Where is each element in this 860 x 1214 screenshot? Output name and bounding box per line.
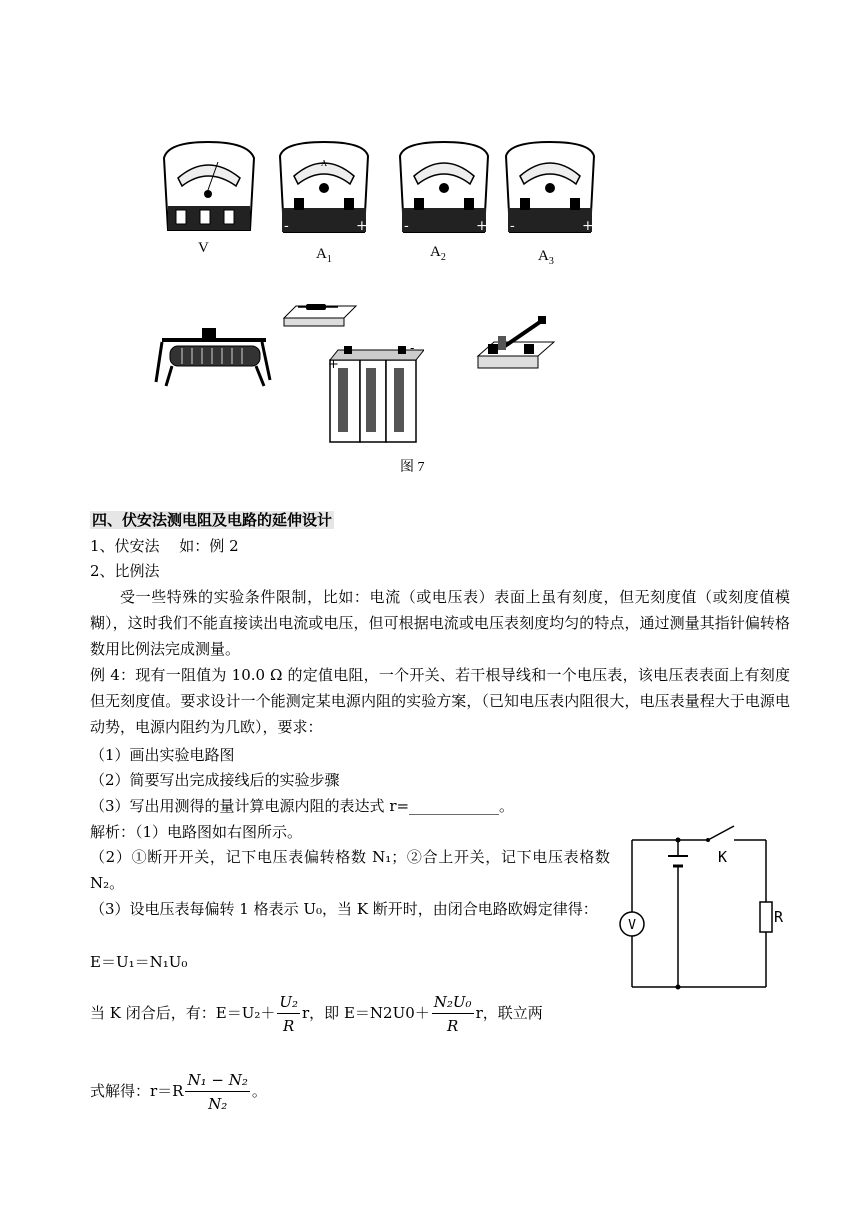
ammeter-a2-illustration [392,138,496,238]
equation-closed-switch: 当 K 闭合后，有：E＝U₂＋ $\frac{\text{U₂}}{R}$ r，即 E＝N2U0＋ $\frac{\text{N₂U₀}}{R}$ r，联立两 [90,992,543,1035]
voltmeter-symbol-label: V [628,918,636,933]
svg-text:+: + [476,218,488,234]
switch-label: K [718,848,728,866]
svg-text:-: - [404,218,409,234]
svg-text:+: + [582,218,594,234]
intro-paragraph: 受一些特殊的实验条件限制，比如：电流（或电压表）表面上虽有刻度，但无刻度值（或刻度值模糊），这时我们不能直接读出电流或电压，但可根据电流或电压表刻度均匀的特点，通过测量其指针偏转格数用比例法完成测量。 [90,588,790,658]
meter-dial-letter: A [321,159,327,168]
ammeter-a1-illustration [272,138,376,238]
item-voltammetry: 1、伏安法 如：例 2 [90,537,239,555]
solution-step-2: （2）①断开开关，记下电压表偏转格数 N₁；②合上开关，记下电压表格数 N₂。 [90,848,610,892]
circuit-diagram [618,822,788,994]
requirement-1: （1）画出实验电路图 [90,746,235,764]
equation-result: 式解得：r＝R $\frac{\text{N₁ − N₂}}{\text{N₂}}$ 。 [90,1070,267,1113]
battery-illustration [320,344,424,444]
equation-emf: E＝U₁＝N₁U₀ [90,953,188,971]
resistor-label: R [774,908,784,926]
ammeter-a3-illustration [498,138,602,238]
item-proportion-method: 2、比例法 [90,562,160,580]
fixed-resistor-illustration [280,298,360,330]
meter-label-a3: $A_3$ [538,248,554,267]
svg-text:+: + [356,218,368,234]
meter-label-v: V [198,240,209,256]
meter-label-a2: $A_2$ [430,244,446,263]
battery-plus-sign: + [328,357,339,372]
svg-text:-: - [284,218,289,234]
rheostat-illustration [152,322,276,392]
solution-line-1: 解析：（1）电路图如右图所示。 [90,823,303,841]
svg-text:-: - [510,218,515,234]
knife-switch-illustration [472,310,556,376]
figure-caption: 图 7 [400,460,425,475]
voltmeter-illustration [158,138,258,238]
requirement-2: （2）简要写出完成接线后的实验步骤 [90,771,340,789]
requirement-3: （3）写出用测得的量计算电源内阻的表达式 r=____________。 [90,797,515,815]
battery-minus-sign: - [410,344,415,356]
meter-label-a1: $A_1$ [316,246,332,265]
section-heading: 四、伏安法测电阻及电路的延伸设计 [92,511,333,529]
solution-step-3: （3）设电压表每偏转 1 格表示 U₀，当 K 断开时，由闭合电路欧姆定律得： [90,900,598,918]
example-4-paragraph: 例 4：现有一阻值为 10.0 Ω 的定值电阻，一个开关、若干根导线和一个电压表，该电压表表面上有刻度但无刻度值。要求设计一个能测定某电源内阻的实验方案，（已知电压表内阻很大，电压表量程大于电源电动势，电源内阻约为几欧），要求： [90,666,790,736]
